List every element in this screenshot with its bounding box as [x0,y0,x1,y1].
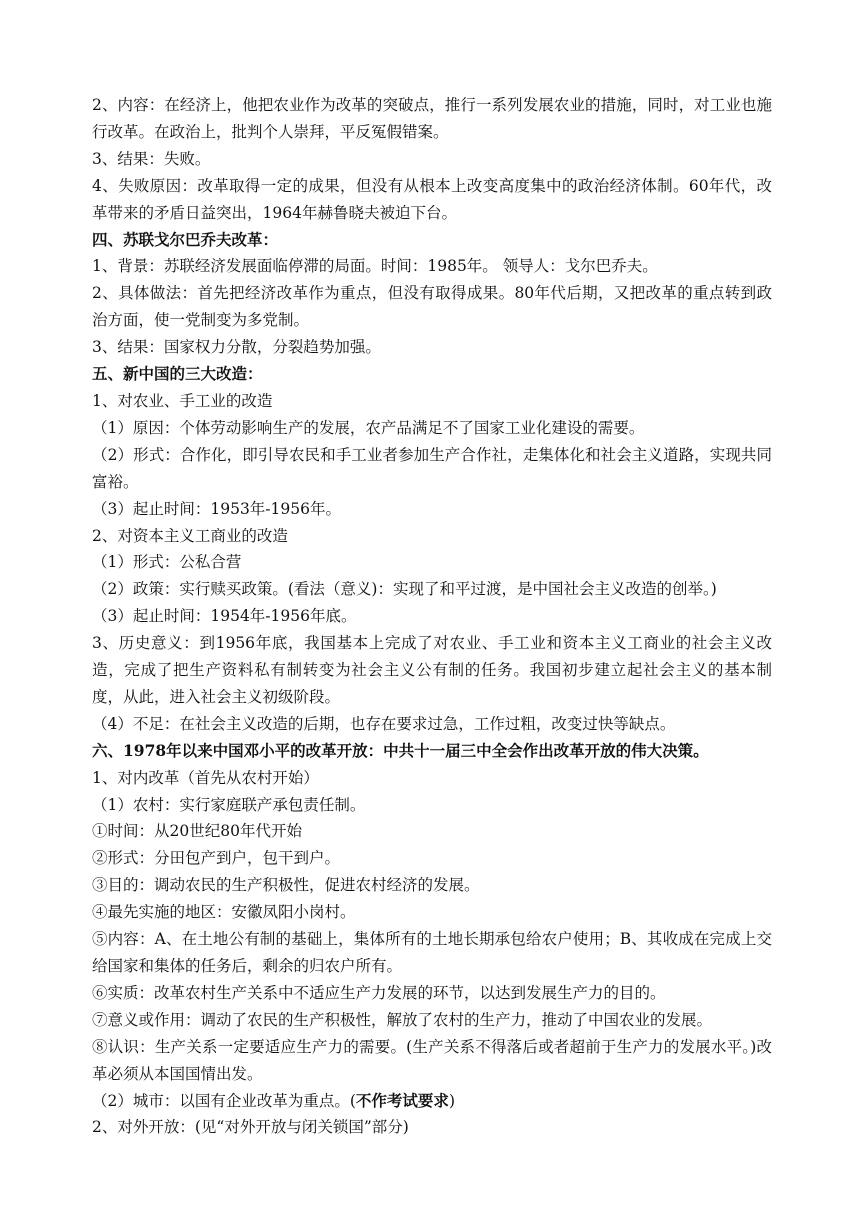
paragraph-line: （3）起止时间：1954年-1956年底。 [92,607,357,626]
section-heading: 六、1978年以来中国邓小平的改革开放：中共十一届三中全会作出改革开放的伟大决策。 [92,740,709,760]
paragraph-line: 1、对内改革（首先从农村开始） [92,768,319,787]
city-reform-line [92,1088,772,1115]
document-page [92,92,772,1141]
paragraph-line: ⑤内容：A、在土地公有制的基础上，集体所有的土地长期承包给农户使用；B、其收成在完成上交给国家和集体的任务后，剩余的归农户所有。 [92,930,772,975]
paragraph-line: （1）形式：公私合营 [92,553,242,572]
paragraph-line: ⑦意义或作用：调动了农民的生产积极性，解放了农村的生产力，推动了中国农业的发展。 [92,1010,713,1029]
paragraph-line: ③目的：调动农民的生产积极性，促进农村经济的发展。 [92,876,480,895]
paragraph-line: （1）原因：个体劳动影响生产的发展，农产品满足不了国家工业化建设的需要。 [92,418,645,437]
paragraph-line: 3、结果：国家权力分散，分裂趋势加强。 [92,338,381,357]
paragraph-line: ⑥实质：改革农村生产关系中不适应生产力发展的环节，以达到发展生产力的目的。 [92,983,666,1002]
paragraph-line: （1）农村：实行家庭联产承包责任制。 [92,795,366,814]
paragraph-line: 1、对农业、手工业的改造 [92,391,273,410]
paragraph-line: 2、对资本主义工商业的改造 [92,526,288,545]
document-body [92,92,772,1088]
paragraph-line: 2、内容：在经济上，他把农业作为改革的突破点，推行一系列发展农业的措施，同时，对工业也施行改革。在政治上，批判个人崇拜，平反冤假错案。 [92,96,772,141]
paragraph-line: （2）政策：实行赎买政策。(看法（意义)：实现了和平过渡，是中国社会主义改造的创举。) [92,580,717,599]
paragraph-line: 4、失败原因：改革取得一定的成果，但没有从根本上改变高度集中的政治经济体制。60年代，改革带来的矛盾日益突出，1964年赫鲁晓夫被迫下台。 [92,176,772,222]
exam-note: 不作考试要求 [355,1090,449,1110]
section-heading: 五、新中国的三大改造： [92,364,263,384]
paragraph-line: （4）不足：在社会主义改造的后期，也存在要求过急，工作过粗，改变过快等缺点。 [92,714,676,733]
section-heading: 四、苏联戈尔巴乔夫改革： [92,229,279,249]
paragraph-line: （3）起止时间：1953年-1956年。 [92,499,341,518]
paragraph-line: ①时间：从20世纪80年代开始 [92,822,302,841]
paragraph-line: （2）形式：合作化，即引导农民和手工业者参加生产合作社，走集体化和社会主义道路，实现共同富裕。 [92,445,772,491]
paragraph-line: ④最先实施的地区：安徽凤阳小岗村。 [92,903,356,922]
paragraph-line: ②形式：分田包产到户，包干到户。 [92,849,341,868]
paragraph-line: 1、背景：苏联经济发展面临停滞的局面。时间：1985年。 领导人：戈尔巴乔夫。 [92,257,658,276]
city-reform-end: ) [448,1091,455,1110]
paragraph-line: 3、历史意义：到1956年底，我国基本上完成了对农业、手工业和资本主义工商业的社会主义改造，完成了把生产资料私有制转变为社会主义公有制的任务。我国初步建立起社会主义的基本制度，从此，进入社会主义初级阶段。 [92,634,772,706]
paragraph-line: 3、结果：失败。 [92,149,211,168]
paragraph-line: 2、具体做法：首先把经济改革作为重点，但没有取得成果。80年代后期，又把改革的重点转到政治方面，使一党制变为多党制。 [92,284,772,330]
city-reform-text: （2）城市：以国有企业改革为重点。( [92,1091,356,1110]
opening-up-line: 2、对外开放：(见“对外开放与闭关锁国”部分) [92,1118,409,1137]
paragraph-line: ⑧认识：生产关系一定要适应生产力的需要。(生产关系不得落后或者超前于生产力的发展水平。)改革必须从本国国情出发。 [92,1037,772,1083]
